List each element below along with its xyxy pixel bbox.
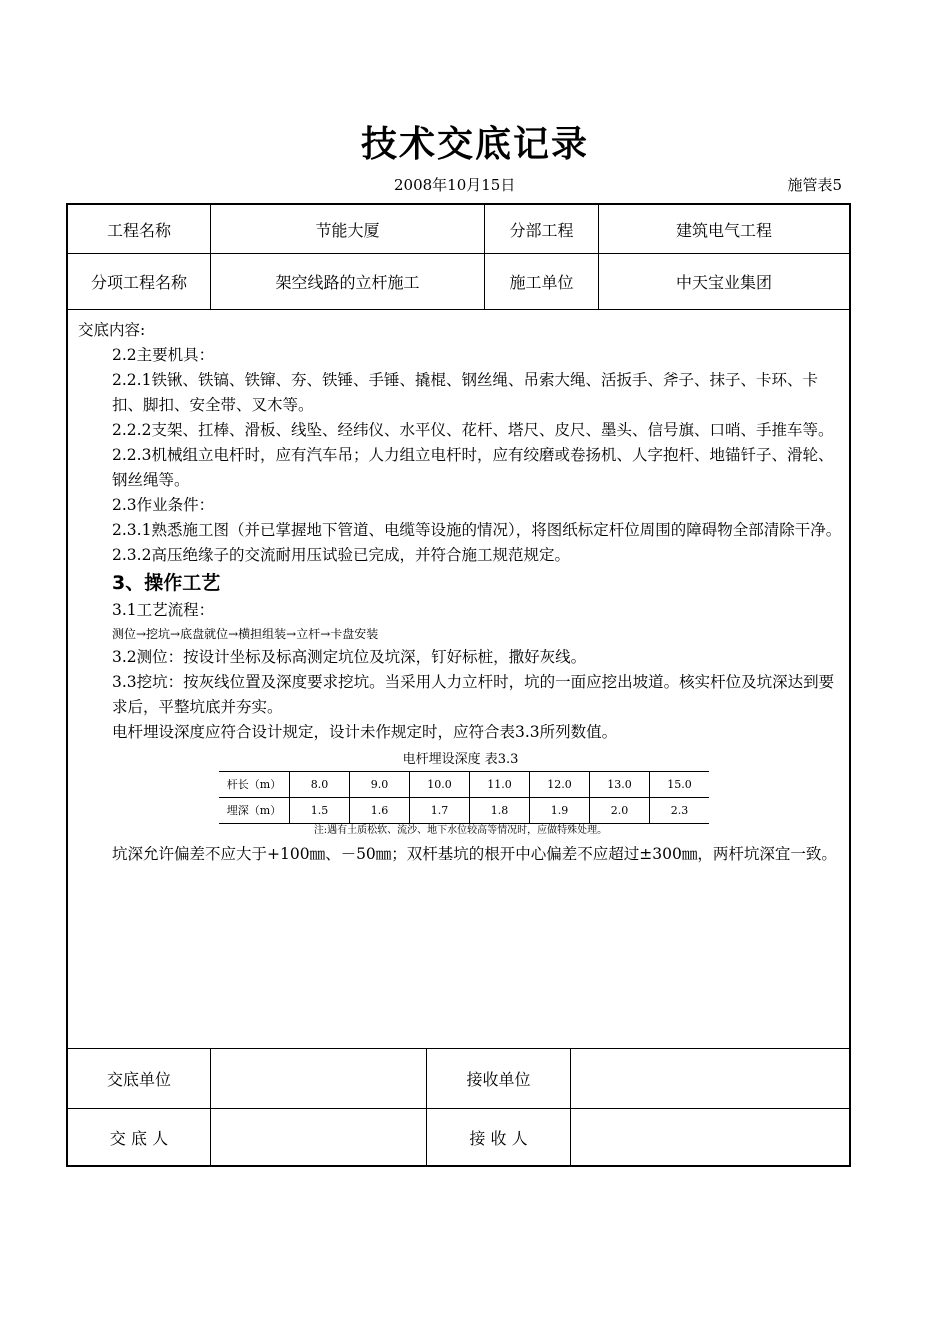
table-note: 注:遇有土质松软、流沙、地下水位较高等情况时，应做特殊处理。 xyxy=(313,825,608,836)
table-cell: 2.0 xyxy=(590,798,650,824)
project-name-value: 节能大厦 xyxy=(315,220,380,240)
table-cell: 9.0 xyxy=(350,772,410,798)
receiver-unit-label: 接收单位 xyxy=(466,1070,531,1089)
issuer-value xyxy=(211,1109,426,1165)
record-date: 2008年10月15日 xyxy=(394,176,516,194)
paragraph: 2.2.1铁锹、铁镐、铁镩、夯、铁锤、手锤、撬棍、钢丝绳、吊索大绳、活扳手、斧子、抹子、卡环、卡扣、脚扣、安全带、叉木等。 xyxy=(112,371,818,414)
table-cell: 2.3 xyxy=(650,798,710,824)
construction-unit-value: 中天宝业集团 xyxy=(675,273,772,292)
table-cell: 1.5 xyxy=(290,798,350,824)
receiver-unit-value xyxy=(571,1049,849,1108)
table-caption: 电杆埋设深度 表3.3 xyxy=(402,752,519,767)
table-header-cell: 埋深（m） xyxy=(219,798,290,824)
receiver-label: 接 收 人 xyxy=(469,1128,528,1148)
table-cell: 10.0 xyxy=(410,772,470,798)
paragraph: 2.3.2高压绝缘子的交流耐用压试验已完成，并符合施工规范规定。 xyxy=(112,546,570,564)
paragraph: 3.1工艺流程： xyxy=(112,601,215,619)
issuer-unit-label: 交底单位 xyxy=(106,1070,171,1089)
table-cell: 12.0 xyxy=(530,772,590,798)
construction-unit-label: 施工单位 xyxy=(509,273,574,292)
table-row xyxy=(219,798,709,824)
process-flow: 测位→挖坑→底盘就位→横担组装→立杆→卡盘安装 xyxy=(112,627,379,641)
record-form xyxy=(66,203,851,1167)
division-label: 分部工程 xyxy=(509,220,574,240)
table-cell: 15.0 xyxy=(650,772,710,798)
paragraph: 坑深允许偏差不应大于+100㎜、－50㎜；双杆基坑的根开中心偏差不应超过±300㎜，两杆坑深宜一致。 xyxy=(112,845,837,863)
paragraph: 2.3.1熟悉施工图（并已掌握地下管道、电缆等设施的情况），将图纸标定杆位周围的障碍物全部清除干净。 xyxy=(112,521,842,539)
table-cell: 1.7 xyxy=(410,798,470,824)
issuer-label: 交 底 人 xyxy=(109,1128,169,1148)
table-cell: 1.9 xyxy=(530,798,590,824)
paragraph: 3.2测位：按设计坐标及标高测定坑位及坑深，钉好标桩，撒好灰线。 xyxy=(112,648,587,666)
project-name-label: 工程名称 xyxy=(106,220,171,240)
page-title: 技术交底记录 xyxy=(360,124,589,165)
paragraph: 3.3挖坑：按灰线位置及深度要求挖坑。当采用人力立杆时，坑的一面应挖出坡道。核实杆位及坑深达到要求后，平整坑底并夯实。 xyxy=(112,673,835,716)
section-heading: 3、操作工艺 xyxy=(112,572,221,594)
briefing-content xyxy=(78,318,843,867)
table-cell: 13.0 xyxy=(590,772,650,798)
division-value: 建筑电气工程 xyxy=(675,220,772,240)
table-cell: 1.6 xyxy=(350,798,410,824)
table-cell: 11.0 xyxy=(470,772,530,798)
table-row xyxy=(219,772,709,798)
paragraph: 2.3作业条件： xyxy=(112,496,215,514)
paragraph: 2.2.3机械组立电杆时，应有汽车吊；人力组立电杆时，应有绞磨或卷扬机、人字抱杆、地锚钎子、滑轮、钢丝绳等。 xyxy=(112,446,834,489)
paragraph: 2.2主要机具： xyxy=(112,346,215,364)
receiver-value xyxy=(571,1109,849,1165)
table-cell: 1.8 xyxy=(470,798,530,824)
content-label: 交底内容: xyxy=(78,321,146,339)
form-number: 施管表5 xyxy=(787,176,842,194)
issuer-unit-value xyxy=(211,1049,426,1108)
burial-depth-table xyxy=(219,771,709,824)
subitem-value: 架空线路的立杆施工 xyxy=(275,273,420,292)
paragraph: 电杆埋设深度应符合设计规定，设计未作规定时，应符合表3.3所列数值。 xyxy=(112,723,618,741)
table-header-cell: 杆长（m） xyxy=(219,772,290,798)
subitem-label: 分项工程名称 xyxy=(90,273,187,292)
table-cell: 8.0 xyxy=(290,772,350,798)
paragraph: 2.2.2支架、扛棒、滑板、线坠、经纬仪、水平仪、花杆、塔尺、皮尺、墨头、信号旗、口哨、手推车等。 xyxy=(112,421,834,439)
